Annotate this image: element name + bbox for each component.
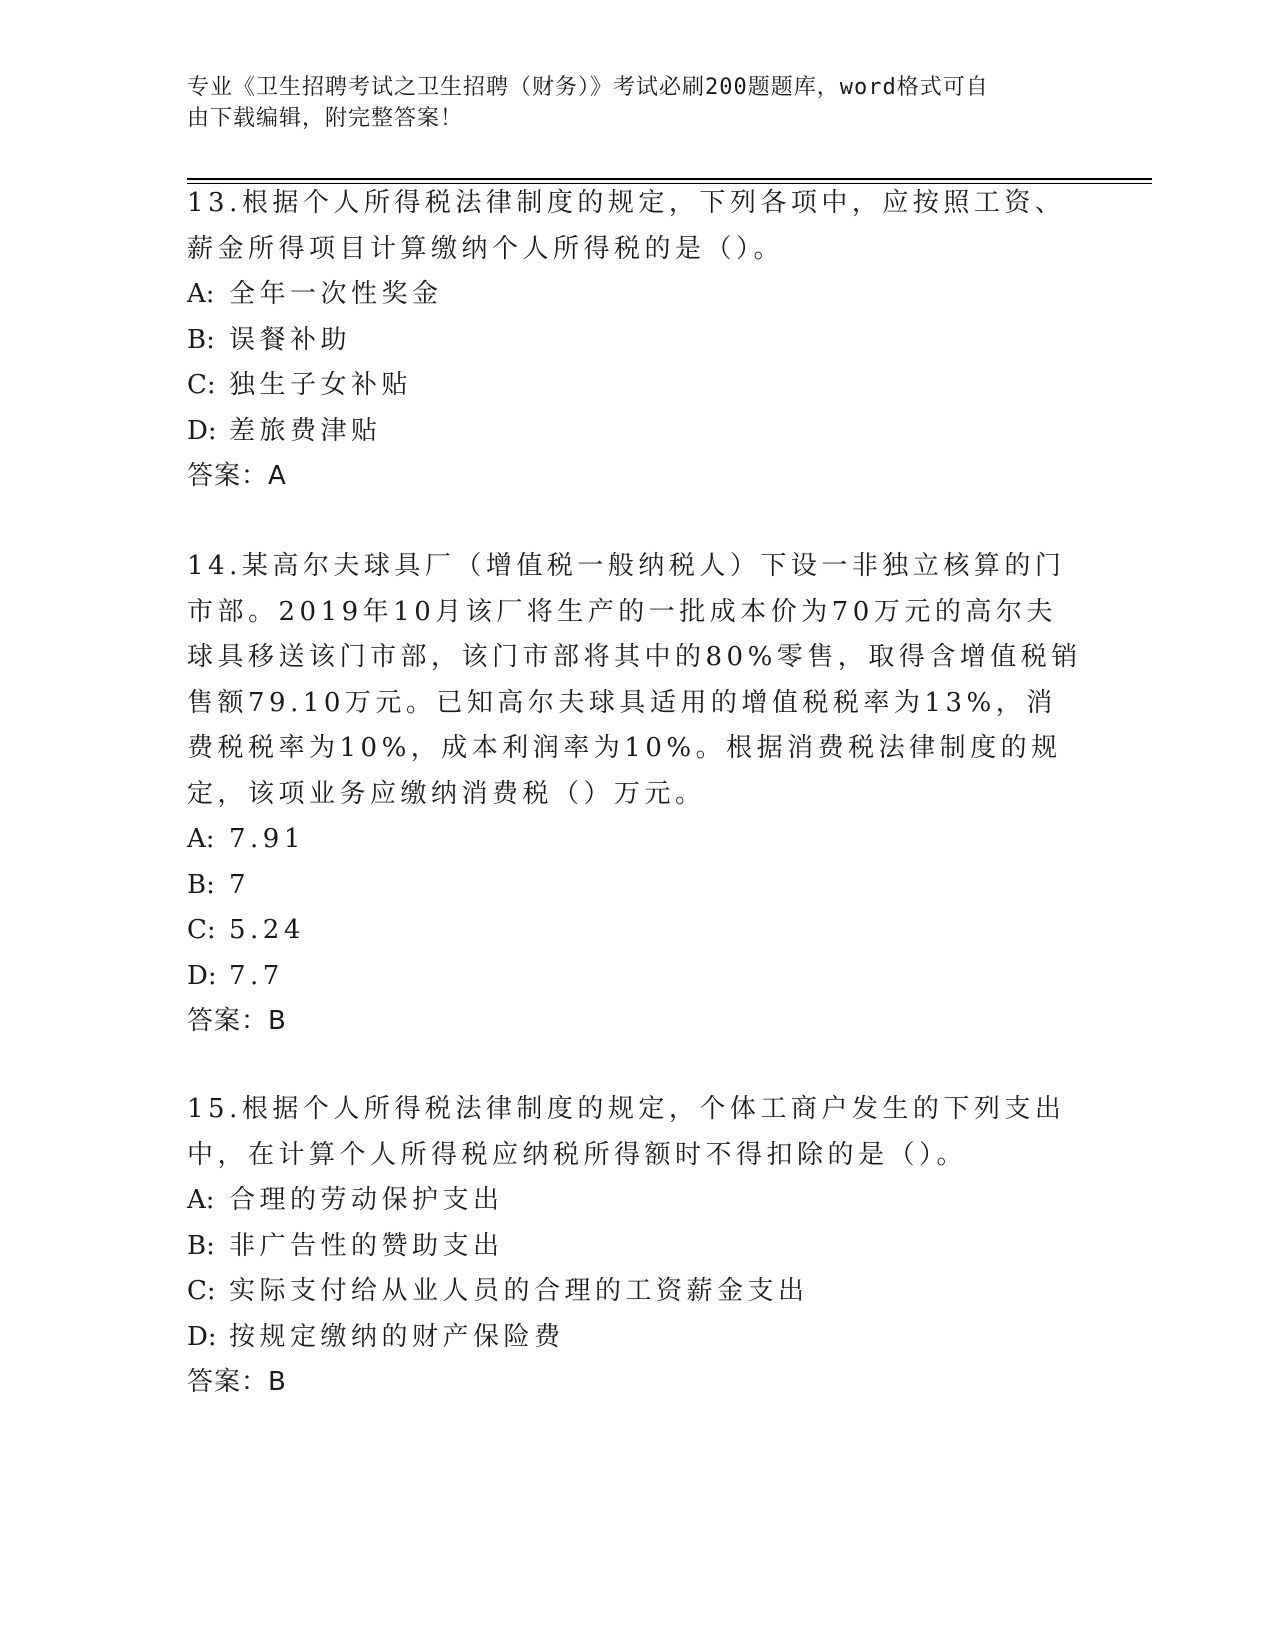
option-b bbox=[187, 1224, 1087, 1270]
option-letter: C: bbox=[187, 915, 216, 945]
option-text: 全年一次性奖金 bbox=[229, 279, 443, 309]
option-b bbox=[187, 318, 1087, 364]
option-d bbox=[187, 954, 1087, 1000]
option-letter: B: bbox=[187, 1230, 215, 1261]
option-text: 7.91 bbox=[229, 824, 305, 854]
option-letter: A: bbox=[187, 1185, 215, 1215]
answer: 答案：A bbox=[187, 461, 287, 491]
option-d bbox=[187, 1315, 1087, 1361]
option-letter: B: bbox=[187, 869, 215, 900]
option-letter: B: bbox=[187, 324, 215, 355]
option-text: 按规定缴纳的财产保险费 bbox=[229, 1321, 565, 1352]
option-text: 差旅费津贴 bbox=[229, 415, 382, 446]
option-a bbox=[187, 1178, 1087, 1224]
answer: 答案：B bbox=[187, 1006, 287, 1036]
question-13 bbox=[187, 181, 1087, 500]
option-a bbox=[187, 272, 1087, 318]
option-text: 5.24 bbox=[229, 915, 305, 945]
question-14 bbox=[187, 544, 1087, 1045]
option-text: 误餐补助 bbox=[229, 324, 352, 355]
question-15 bbox=[187, 1087, 1087, 1406]
answer: 答案：B bbox=[187, 1367, 287, 1397]
question-text: 15.根据个人所得税法律制度的规定，个体工商户发生的下列支出中，在计算个人所得税应纳税所得额时不得扣除的是（）。 bbox=[187, 1094, 1066, 1170]
option-letter: D: bbox=[187, 415, 217, 446]
option-text: 7.7 bbox=[229, 960, 284, 991]
option-letter: C: bbox=[187, 370, 216, 400]
header-divider-thick bbox=[187, 178, 1152, 180]
question-text: 14.某高尔夫球具厂（增值税一般纳税人）下设一非独立核算的门市部。2019年10月该厂将生产的一批成本价为70万元的高尔夫球具移送该门市部，该门市部将其中的80%零售，取得含增值税销售额79.10万元。已知高尔夫球具适用的增值税税率为13%，消费税税率为10%，成本利润率为10%。根据消费税法律制度的规定，该项业务应缴纳消费税（）万元。 bbox=[187, 551, 1082, 809]
option-b bbox=[187, 863, 1087, 909]
question-text: 13.根据个人所得税法律制度的规定，下列各项中，应按照工资、薪金所得项目计算缴纳个人所得税的是（）。 bbox=[187, 188, 1066, 264]
option-letter: A: bbox=[187, 279, 215, 309]
option-letter: A: bbox=[187, 824, 215, 854]
option-text: 独生子女补贴 bbox=[229, 370, 413, 400]
option-text: 非广告性的赞助支出 bbox=[229, 1230, 504, 1261]
header-line-2: 由下载编辑，附完整答案！ bbox=[187, 106, 464, 131]
option-letter: D: bbox=[187, 960, 217, 991]
option-text: 合理的劳动保护支出 bbox=[229, 1185, 504, 1215]
option-text: 7 bbox=[229, 869, 251, 900]
option-a bbox=[187, 817, 1087, 863]
option-d bbox=[187, 409, 1087, 455]
option-c bbox=[187, 1269, 1087, 1315]
option-letter: C: bbox=[187, 1276, 216, 1306]
option-c bbox=[187, 363, 1087, 409]
header-line-1: 专业《卫生招聘考试之卫生招聘（财务）》考试必刷200题题库，word格式可自 bbox=[187, 75, 989, 100]
option-c bbox=[187, 908, 1087, 954]
document-header bbox=[187, 72, 1067, 134]
option-text: 实际支付给从业人员的合理的工资薪金支出 bbox=[229, 1276, 809, 1306]
option-letter: D: bbox=[187, 1321, 217, 1352]
